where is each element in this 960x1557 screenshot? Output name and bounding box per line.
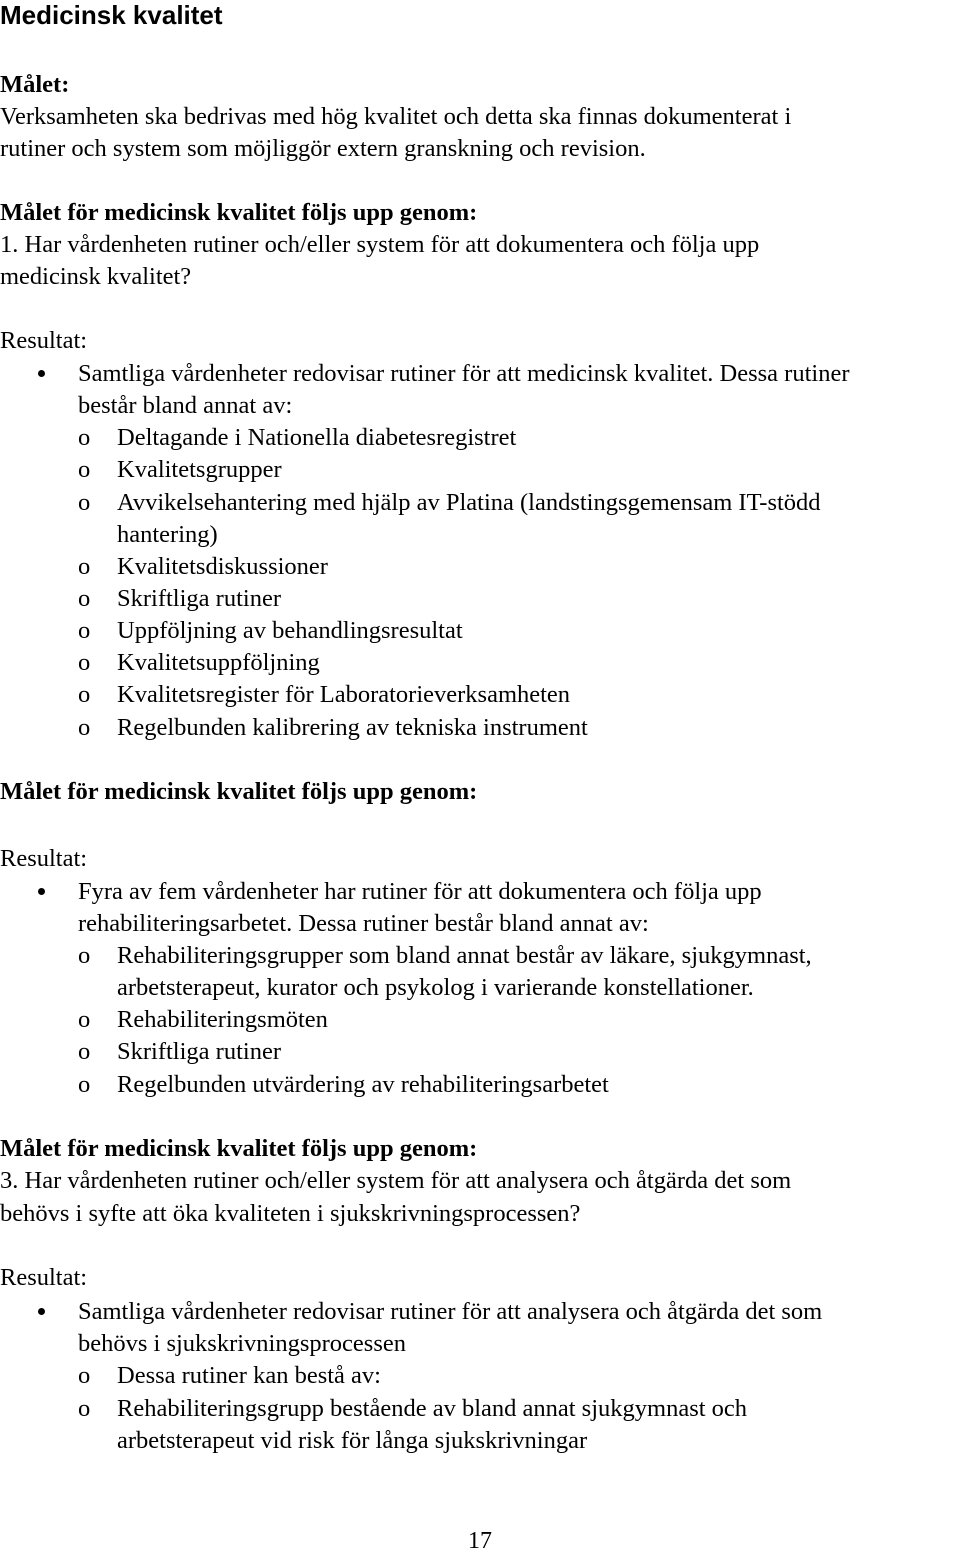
section-1-subitem: Avvikelsehantering med hjälp av Platina (landstingsgemensam IT-stödd: [117, 489, 821, 516]
sub-bullet-icon: o: [78, 649, 91, 676]
sub-bullet-icon: o: [78, 1071, 91, 1098]
section-2-heading: Målet för medicinsk kvalitet följs upp genom:: [0, 778, 478, 805]
sub-bullet-icon: o: [78, 585, 91, 612]
section-3-bullet-line-2: behövs i sjukskrivningsprocessen: [78, 1330, 406, 1357]
section-1-subitem: Skriftliga rutiner: [117, 585, 281, 612]
section-3-question-line-2: behövs i syfte att öka kvaliteten i sjukskrivningsprocessen?: [0, 1200, 581, 1227]
bullet-icon: [38, 370, 45, 377]
section-2-result-label: Resultat:: [0, 845, 88, 872]
section-1-subitem: Kvalitetsdiskussioner: [117, 553, 328, 580]
sub-bullet-icon: o: [78, 617, 91, 644]
section-2-subitem-continuation: arbetsterapeut, kurator och psykolog i varierande konstellationer.: [117, 974, 754, 1001]
section-3-bullet-line-1: Samtliga vårdenheter redovisar rutiner för att analysera och åtgärda det som: [78, 1298, 823, 1325]
section-3-subitem: Rehabiliteringsgrupp bestående av bland annat sjukgymnast och: [117, 1395, 748, 1422]
goal-text-line-2: rutiner och system som möjliggör extern granskning och revision.: [0, 135, 646, 162]
section-3-question-line-1: 3. Har vårdenheten rutiner och/eller system för att analysera och åtgärda det som: [0, 1167, 792, 1194]
bullet-icon: [38, 888, 45, 895]
page-number: 17: [468, 1528, 492, 1554]
sub-bullet-icon: o: [78, 1362, 91, 1389]
section-1-subitem: Kvalitetsgrupper: [117, 456, 282, 483]
section-1-subitem: Deltagande i Nationella diabetesregistret: [117, 424, 517, 451]
section-3-heading: Målet för medicinsk kvalitet följs upp genom:: [0, 1135, 478, 1162]
sub-bullet-icon: o: [78, 1395, 91, 1422]
sub-bullet-icon: o: [78, 553, 91, 580]
bullet-icon: [38, 1308, 45, 1315]
section-3-result-label: Resultat:: [0, 1264, 88, 1291]
sub-bullet-icon: o: [78, 489, 91, 516]
sub-bullet-icon: o: [78, 681, 91, 708]
section-2-subitem: Skriftliga rutiner: [117, 1038, 281, 1065]
sub-bullet-icon: o: [78, 424, 91, 451]
sub-bullet-icon: o: [78, 456, 91, 483]
sub-bullet-icon: o: [78, 1006, 91, 1033]
section-1-subitem: Kvalitetsuppföljning: [117, 649, 320, 676]
section-1-bullet-line-1: Samtliga vårdenheter redovisar rutiner för att medicinsk kvalitet. Dessa rutiner: [78, 360, 850, 387]
sub-bullet-icon: o: [78, 714, 91, 741]
section-1-question-line-2: medicinsk kvalitet?: [0, 263, 192, 290]
goal-text-line-1: Verksamheten ska bedrivas med hög kvalitet och detta ska finnas dokumenterat i: [0, 103, 792, 130]
section-2-subitem: Rehabiliteringsmöten: [117, 1006, 328, 1033]
goal-label: Målet:: [0, 71, 70, 98]
section-1-subitem: Uppföljning av behandlingsresultat: [117, 617, 463, 644]
section-2-subitem: Regelbunden utvärdering av rehabiliteringsarbetet: [117, 1071, 609, 1098]
section-1-heading: Målet för medicinsk kvalitet följs upp genom:: [0, 199, 478, 226]
section-1-bullet-line-2: består bland annat av:: [78, 392, 293, 419]
section-1-subitem: Regelbunden kalibrering av tekniska instrument: [117, 714, 588, 741]
section-1-question-line-1: 1. Har vårdenheten rutiner och/eller system för att dokumentera och följa upp: [0, 231, 760, 258]
section-1-subitem-continuation: hantering): [117, 521, 218, 548]
sub-bullet-icon: o: [78, 942, 91, 969]
sub-bullet-icon: o: [78, 1038, 91, 1065]
section-1-result-label: Resultat:: [0, 327, 88, 354]
section-3-subitem-continuation: arbetsterapeut vid risk för långa sjukskrivningar: [117, 1427, 588, 1454]
section-2-bullet-line-2: rehabiliteringsarbetet. Dessa rutiner består bland annat av:: [78, 910, 649, 937]
page-title: Medicinsk kvalitet: [0, 0, 223, 30]
section-2-subitem: Rehabiliteringsgrupper som bland annat består av läkare, sjukgymnast,: [117, 942, 812, 969]
section-1-subitem: Kvalitetsregister för Laboratorieverksamheten: [117, 681, 571, 708]
section-2-bullet-line-1: Fyra av fem vårdenheter har rutiner för att dokumentera och följa upp: [78, 878, 762, 905]
section-3-subitem: Dessa rutiner kan bestå av:: [117, 1362, 381, 1389]
